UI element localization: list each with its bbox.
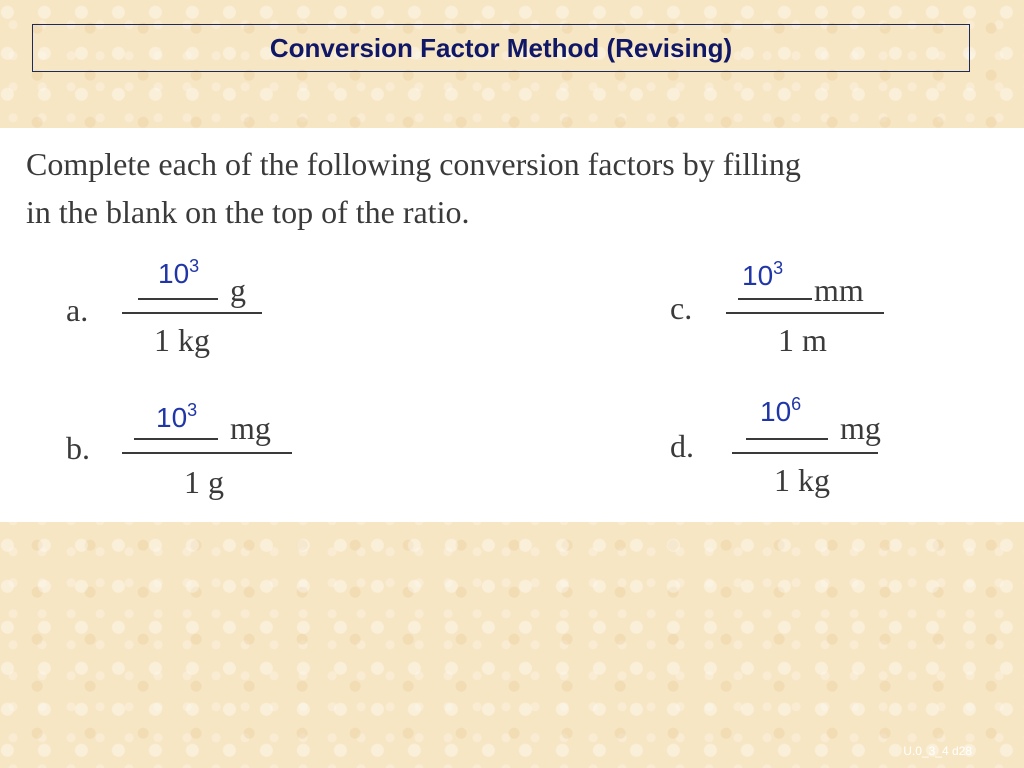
problem-panel (0, 128, 1024, 522)
answer-blank (746, 438, 828, 440)
slide-footer-code: U.0_3_4 d28 (903, 744, 972, 758)
slide-title-box (32, 24, 970, 72)
numerator-unit: mg (230, 410, 271, 446)
answer-blank (134, 438, 218, 440)
slide-title: Conversion Factor Method (Revising) (269, 32, 733, 63)
answer-blank (738, 298, 812, 300)
fraction-bar (122, 452, 292, 454)
instruction-line-2: in the blank on the top of the ratio. (26, 194, 470, 230)
denominator: 1 g (184, 464, 224, 500)
answer-value: $10^3$ (742, 258, 784, 291)
problem-letter: c. (670, 290, 693, 326)
numerator-unit: mg (840, 410, 881, 446)
denominator: 1 m (778, 322, 827, 358)
fraction-bar (732, 452, 878, 454)
fraction-bar (726, 312, 884, 314)
answer-blank (138, 298, 218, 300)
answer-value: $10^6$ (760, 394, 802, 427)
denominator: 1 kg (774, 462, 830, 498)
answer-value: $10^3$ (156, 400, 198, 433)
instruction-text (26, 140, 1016, 236)
numerator-unit: g (230, 272, 246, 308)
answer-value: $10^3$ (158, 256, 200, 289)
problem-letter: d. (670, 428, 694, 464)
denominator: 1 kg (154, 322, 210, 358)
numerator-unit: mm (814, 272, 864, 308)
instruction-line-1: Complete each of the following conversion factors by filling (26, 146, 801, 182)
problem-letter: a. (66, 292, 89, 328)
problem-letter: b. (66, 430, 90, 466)
fraction-bar (122, 312, 262, 314)
